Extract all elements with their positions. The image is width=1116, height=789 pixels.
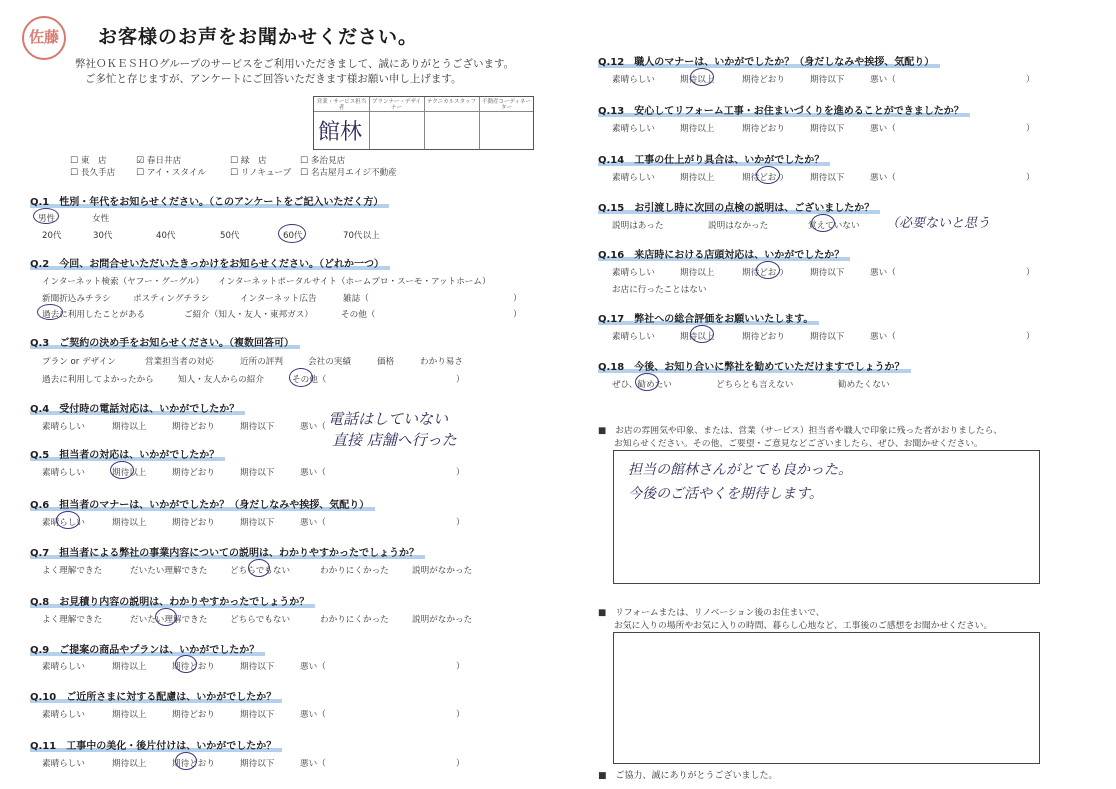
q6-bad-close: ） [456,518,465,528]
q5-below[interactable]: 期待以下 [240,468,275,478]
q3-other-circle [289,368,313,387]
q18-title: Q.18 今後、お知り合いに弊社を勧めていただけますでしょうか？ [598,358,911,373]
q11-title: Q.11 工事中の美化・後片付けは、いかがでしたか？ [30,737,282,752]
q15-not-explained[interactable]: 説明はなかった [708,221,769,231]
q6-above[interactable]: 期待以上 [112,518,147,528]
staff-header-planner: プランナー・デザイナー [371,99,422,111]
q14-bad-close: ） [1026,173,1035,183]
q5-excellent[interactable]: 素晴らしい [42,468,85,478]
q11-below[interactable]: 期待以下 [240,759,275,769]
q13-below[interactable]: 期待以下 [810,124,845,134]
q16-below[interactable]: 期待以下 [810,268,845,278]
q15-explained[interactable]: 説明はあった [612,221,664,231]
q2-internet-search[interactable]: インターネット検索（ヤフー・グーグル） [42,277,204,287]
q6-as-expected[interactable]: 期待どおり [172,518,215,528]
q16-bad-close: ） [1026,268,1035,278]
q2-used-before[interactable]: 過去に利用したことがある [42,310,146,320]
q6-title: Q.6 担当者のマナーは、いかがでしたか？（身だしなみや挨拶、気配り） [30,496,375,511]
comment1-answer-2: 今後のご活やくを期待します。 [628,486,823,502]
q10-bad[interactable]: 悪い（ [300,710,326,720]
q5-above[interactable]: 期待以上 [112,468,147,478]
q1-60s[interactable]: 60代 [283,231,303,241]
q3-reputation[interactable]: 近所の評判 [240,357,283,367]
q4-as-expected[interactable]: 期待どおり [172,422,215,432]
q6-excellent[interactable]: 素晴らしい [42,518,85,528]
q10-excellent[interactable]: 素晴らしい [42,710,85,720]
staff-header-sales: 営業・サービス担当者 [316,99,367,111]
q2-title: Q.2 今回、お問合せいただいたきっかけをお知らせください。（どれか一つ） [30,255,390,270]
q13-above[interactable]: 期待以上 [680,124,715,134]
q10-below[interactable]: 期待以下 [240,710,275,720]
q8-no-explanation[interactable]: 説明がなかった [412,615,473,625]
q17-excellent[interactable]: 素晴らしい [612,332,655,342]
q11-bad-close: ） [456,759,465,769]
q13-title: Q.13 安心してリフォーム工事・お住まいづくりを進めることができましたか？ [598,102,970,117]
comment1-box[interactable] [613,450,1040,584]
q2-posting[interactable]: ポスティングチラシ [133,294,210,304]
q9-title: Q.9 ご提案の商品やプランは、いかがでしたか？ [30,641,265,656]
q9-above[interactable]: 期待以上 [112,662,147,672]
q7-neither[interactable]: どちらでもない [230,566,291,576]
q11-bad[interactable]: 悪い（ [300,759,326,769]
q10-above[interactable]: 期待以上 [112,710,147,720]
q9-excellent[interactable]: 素晴らしい [42,662,85,672]
q11-as-expected[interactable]: 期待どおり [172,759,215,769]
store-tajimi[interactable]: ☐ 多治見店 [300,156,346,166]
q3-sales-response[interactable]: 営業担当者の対応 [145,357,214,367]
q13-as-expected[interactable]: 期待どおり [742,124,785,134]
q3-track-record[interactable]: 会社の実績 [308,357,351,367]
q8-neither[interactable]: どちらでもない [230,615,291,625]
q7-no-explanation[interactable]: 説明がなかった [412,566,473,576]
store-higashi[interactable]: ☐ 東 店 [70,156,107,166]
q5-title: Q.5 担当者の対応は、いかがでしたか？ [30,446,225,461]
q10-as-expected[interactable]: 期待どおり [172,710,215,720]
q8-mostly-circle [155,608,177,626]
q3-plan-design[interactable]: プラン or デザイン [42,357,116,367]
q1-30s[interactable]: 30代 [93,231,113,241]
store-kasugai[interactable]: ☑ 春日井店 [136,156,182,166]
q17-above[interactable]: 期待以上 [680,332,715,342]
q1-40s[interactable]: 40代 [156,231,176,241]
q2-newspaper[interactable]: 新聞折込みチラシ [42,294,111,304]
q2-magazine[interactable]: 雑誌（ [343,294,369,304]
q3-price[interactable]: 価格 [377,357,395,367]
comment1-answer-1: 担当の館林さんがとても良かった。 [628,462,852,478]
q3-other-close: ） [456,375,465,385]
hanko-stamp: 佐藤 [22,16,66,60]
q12-excellent[interactable]: 素晴らしい [612,75,655,85]
q1-male-circle [33,208,59,224]
comment2-prompt-2: お気に入りの場所やお気に入りの時間、暮らし心地など、工事後のご感想をお聞かせください。 [614,621,993,631]
q17-title: Q.17 弊社への総合評価をお願いいたします。 [598,310,819,325]
q3-clarity[interactable]: わかり易さ [420,357,463,367]
q14-as-expected-circle [756,166,780,184]
q16-bad[interactable]: 悪い（ [870,268,896,278]
q4-handwritten-note-1: 電話はしていない [328,410,449,428]
staff-table [313,96,534,150]
q8-mostly-understood[interactable]: だいたい理解できた [130,615,208,625]
store-renocube[interactable]: ☐ リノキューブ [230,168,292,178]
q12-bad[interactable]: 悪い（ [870,75,896,85]
q1-male[interactable]: 男性 [38,214,56,224]
q4-handwritten-note-2: 直接 店舗へ行った [332,431,457,449]
q5-bad[interactable]: 悪い（ [300,468,326,478]
q2-internet-ad[interactable]: インターネット広告 [240,294,317,304]
store-midori[interactable]: ☐ 緑 店 [230,156,267,166]
q9-bad-close: ） [456,662,465,672]
q12-title: Q.12 職人のマナーは、いかがでしたか？（身だしなみや挨拶、気配り） [598,53,940,68]
q14-bad[interactable]: 悪い（ [870,173,896,183]
q9-bad[interactable]: 悪い（ [300,662,326,672]
q5-above-circle [110,461,134,479]
q1-20s[interactable]: 20代 [42,231,62,241]
q17-bad-close: ） [1026,332,1035,342]
comment2-prompt-1: ■ リフォームまたは、リノベーション後のお住まいで、 [598,608,825,618]
q18-not-recommend[interactable]: 勧めたくない [838,380,890,390]
q13-bad-close: ） [1026,124,1035,134]
store-nagoya-realestate[interactable]: ☐ 名古屋月エイジ不動産 [300,168,397,178]
q6-excellent-circle [56,511,80,529]
q18-neither[interactable]: どちらとも言えない [716,380,794,390]
store-istyle[interactable]: ☐ アイ・スタイル [136,168,207,178]
q7-hard[interactable]: わかりにくかった [320,566,389,576]
q4-above[interactable]: 期待以上 [112,422,147,432]
q6-below[interactable]: 期待以下 [240,518,275,528]
q11-above[interactable]: 期待以上 [112,759,147,769]
q7-neither-circle [248,559,270,577]
q12-as-expected[interactable]: 期待どおり [742,75,785,85]
q8-understood-well[interactable]: よく理解できた [42,615,103,625]
q2-referral[interactable]: ご紹介（知人・友人・東邦ガス） [184,310,313,320]
q1-title: Q.1 性別・年代をお知らせください。（このアンケートをご記入いただく方） [30,193,389,208]
q1-60s-circle [278,224,306,243]
q9-as-expected[interactable]: 期待どおり [172,662,215,672]
q13-excellent[interactable]: 素晴らしい [612,124,655,134]
q2-used-before-circle [37,304,63,320]
q9-as-expected-circle [175,655,197,673]
q18-recommend-circle [635,373,659,391]
q1-70s[interactable]: 70代以上 [343,231,380,241]
q4-title: Q.4 受付時の電話対応は、いかがでしたか？ [30,400,245,415]
q17-below[interactable]: 期待以下 [810,332,845,342]
q11-excellent[interactable]: 素晴らしい [42,759,85,769]
q17-bad[interactable]: 悪い（ [870,332,896,342]
q2-portal-site[interactable]: インターネットポータルサイト（ホームプロ・スーモ・アットホーム） [218,277,491,287]
q9-below[interactable]: 期待以下 [240,662,275,672]
q15-handwritten-note: （必要ないと思う [886,216,991,231]
page-title: お客様のお声をお聞かせください。 [98,26,419,48]
q14-below[interactable]: 期待以下 [810,173,845,183]
q3-used-before[interactable]: 過去に利用してよかったから [42,375,154,385]
q18-recommend[interactable]: ぜひ、勧めたい [612,380,672,390]
q2-magazine-close: ） [513,294,522,304]
q12-below[interactable]: 期待以下 [810,75,845,85]
q3-other[interactable]: その他（ [292,375,327,385]
q1-female[interactable]: 女性 [92,214,110,224]
q7-title: Q.7 担当者による弊社の事業内容についての説明は、わかりやすかったでしょうか？ [30,544,425,559]
q12-above-circle [690,68,714,86]
q16-never-visited[interactable]: お店に行ったことはない [612,285,707,295]
q3-friend-referral[interactable]: 知人・友人からの紹介 [178,375,264,385]
q16-above[interactable]: 期待以上 [680,268,715,278]
q7-mostly-understood[interactable]: だいたい理解できた [130,566,208,576]
q12-above[interactable]: 期待以上 [680,75,715,85]
q10-title: Q.10 ご近所さまに対する配慮は、いかがでしたか？ [30,688,282,703]
q2-other-close: ） [513,310,522,320]
q8-hard[interactable]: わかりにくかった [320,615,389,625]
q14-above[interactable]: 期待以上 [680,173,715,183]
footer-thanks: ■ ご協力、誠にありがとうございました。 [598,771,778,781]
q14-excellent[interactable]: 素晴らしい [612,173,655,183]
staff-header-technical: テクニカルスタッフ [426,99,476,105]
q17-above-circle [690,325,714,343]
comment2-box[interactable] [613,632,1040,764]
q3-title: Q.3 ご契約の決め手をお知らせください。（複数回答可） [30,334,300,349]
staff-handwritten-name: 館林 [318,120,363,145]
intro-line-2: ご多忙と存じますが、アンケートにご回答いただきます様お願い申し上げます。 [85,73,462,85]
q16-as-expected[interactable]: 期待どおり [742,268,785,278]
q5-bad-close: ） [456,468,465,478]
staff-header-realestate: 不動産コーディネーター [481,99,532,111]
q4-below[interactable]: 期待以下 [240,422,275,432]
comment1-prompt-2: お知らせください。その他、ご要望・ご意見などございましたら、ぜひ、お聞かせください。 [614,439,983,449]
q5-as-expected[interactable]: 期待どおり [172,468,215,478]
q10-bad-close: ） [456,710,465,720]
q15-title: Q.15 お引渡し時に次回の点検の説明は、ございましたか？ [598,199,880,214]
q14-title: Q.14 工事の仕上がり具合は、いかがでしたか？ [598,151,830,166]
comment1-prompt-1: ■ お店の雰囲気や印象、または、営業（サービス）担当者や職人で印象に残った者がおりましたら、 [598,426,1003,436]
q12-bad-close: ） [1026,75,1035,85]
store-nagakute[interactable]: ☐ 長久手店 [70,168,116,178]
q7-understood-well[interactable]: よく理解できた [42,566,103,576]
intro-line-1: 弊社ＯＫＥＳＨＯグループのサービスをご利用いただきまして、誠にありがとうございます。 [75,58,515,70]
q16-as-expected-circle [756,261,780,279]
q1-50s[interactable]: 50代 [220,231,240,241]
q6-bad[interactable]: 悪い（ [300,518,326,528]
q8-title: Q.8 お見積り内容の説明は、わかりやすかったでしょうか？ [30,593,315,608]
q16-title: Q.16 来店時における店頭対応は、いかがでしたか？ [598,246,850,261]
q17-as-expected[interactable]: 期待どおり [742,332,785,342]
q2-other[interactable]: その他（ [341,310,376,320]
q13-bad[interactable]: 悪い（ [870,124,896,134]
q4-bad[interactable]: 悪い（ [300,422,326,432]
q16-excellent[interactable]: 素晴らしい [612,268,655,278]
q11-as-expected-circle [175,752,197,770]
q15-dont-remember-circle [811,214,835,232]
q14-as-expected[interactable]: 期待どおり [742,173,785,183]
q15-dont-remember[interactable]: 覚えていない [808,221,860,231]
q4-excellent[interactable]: 素晴らしい [42,422,85,432]
